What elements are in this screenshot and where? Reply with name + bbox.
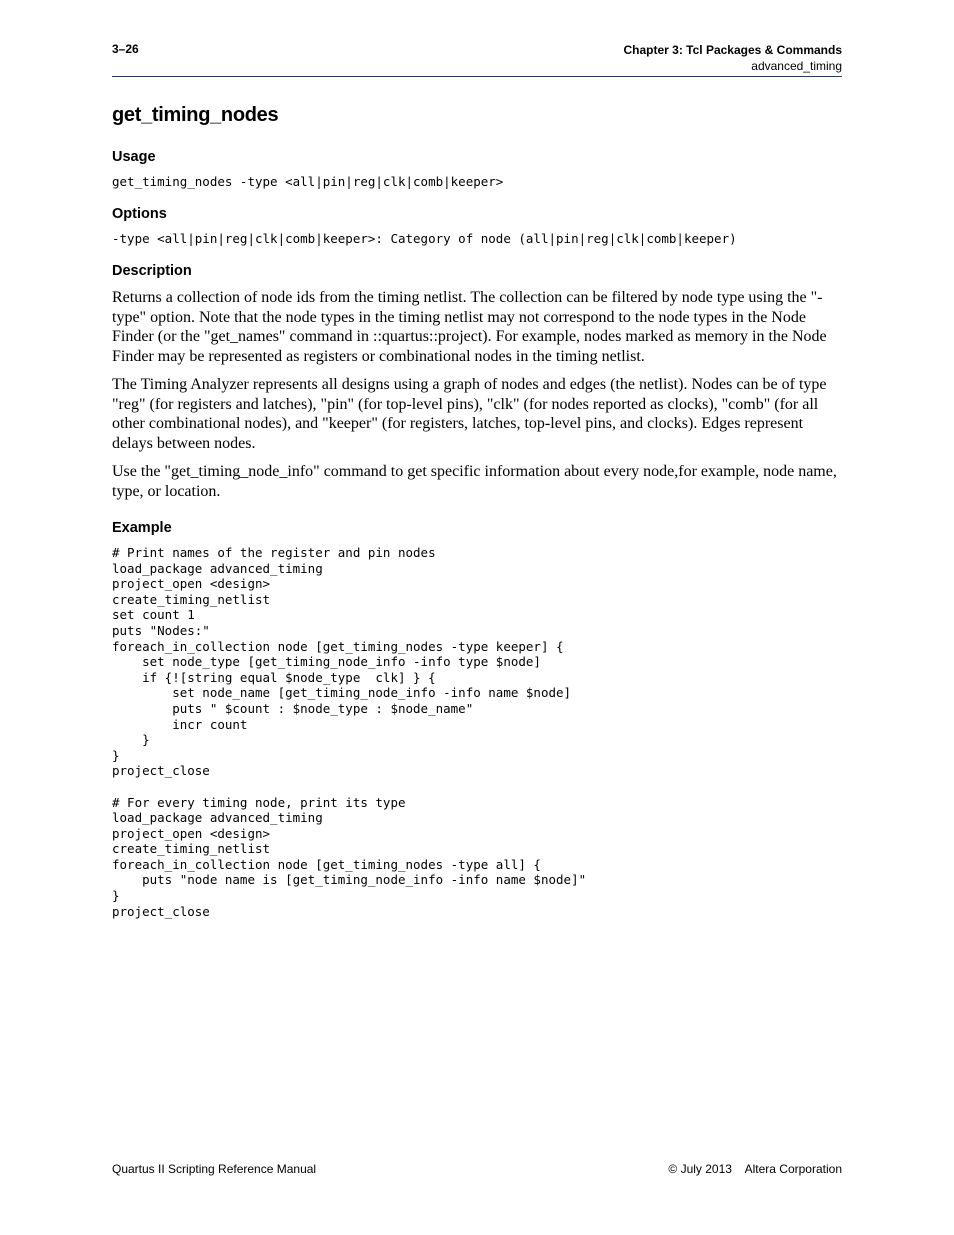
header-divider	[112, 76, 842, 77]
running-header	[623, 42, 842, 74]
chapter-title: Chapter 3: Tcl Packages & Commands	[623, 43, 842, 57]
usage-heading: Usage	[112, 149, 156, 165]
command-title: get_timing_nodes	[112, 104, 279, 126]
section-name: advanced_timing	[751, 59, 842, 73]
footer-copyright: © July 2013 Altera Corporation	[668, 1162, 842, 1176]
description-paragraph: The Timing Analyzer represents all designs using a graph of nodes and edges (the netlist). Nodes can be of type "reg" (for registers and latches), "pin" (for top-level pins), "clk" (for nodes reported as clocks), "comb" (for all other combinational nodes), and "keeper" (for registers, latches, top-level pins, and clocks). Edges represent delays between nodes.	[112, 376, 827, 452]
options-heading: Options	[112, 206, 167, 222]
description-paragraph: Returns a collection of node ids from the timing netlist. The collection can be filtered by node type using the "-type" option. Note that the node types in the timing netlist may not correspond to the node types in the Node Finder (or the "get_names" command in ::quartus::project). For example, nodes marked as memory in the Node Finder may be represented as registers or combinational nodes in the timing netlist.	[112, 289, 827, 365]
page-number: 3–26	[112, 42, 139, 56]
description-heading: Description	[112, 263, 192, 279]
example-code-block: # Print names of the register and pin nodes load_package advanced_timing project_open <design> create_timing_netlist set count 1 puts "Nodes:" foreach_in_collection node [get_timing_nodes -type keeper] { set node_type [get_timing_node_info -info type $node] if {![string equal $node_type clk] } { set node_name [get_timing_node_info -info name $node] puts " $count : $node_type : $node_name" incr count } } project_close # For every timing node, print its type load_package advanced_timing project_open <design> create_timing_netlist foreach_in_collection node [get_timing_nodes -type all] { puts "node name is [get_timing_node_info -info name $node]" } project_close	[112, 545, 587, 919]
example-heading: Example	[112, 520, 172, 536]
footer-manual-title: Quartus II Scripting Reference Manual	[112, 1162, 317, 1176]
page-content	[112, 104, 842, 919]
usage-syntax: get_timing_nodes -type <all|pin|reg|clk|comb|keeper>	[112, 174, 504, 189]
description-paragraph: Use the "get_timing_node_info" command to get specific information about every node,for example, node name, type, or location.	[112, 463, 837, 500]
options-text: -type <all|pin|reg|clk|comb|keeper>: Category of node (all|pin|reg|clk|comb|keeper)	[112, 231, 737, 246]
